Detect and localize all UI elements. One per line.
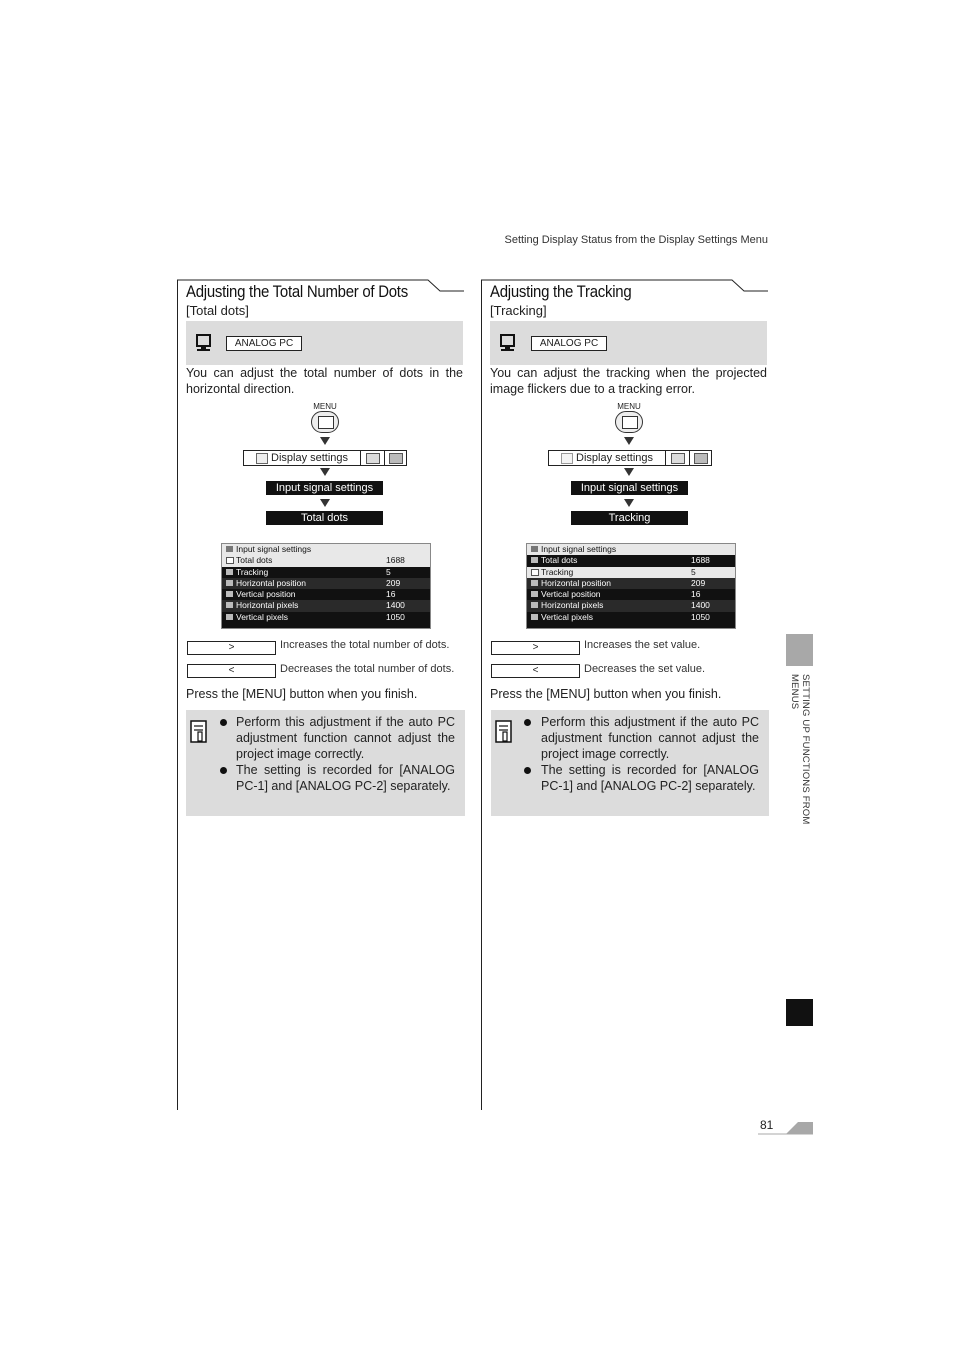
note-item: The setting is recorded for [ANALOG PC-1] and [ANALOG PC-2] separately.	[236, 763, 455, 793]
left-key-button: <	[187, 664, 276, 678]
left-key-description: Decreases the set value.	[584, 663, 706, 675]
page-number: 81	[760, 1118, 774, 1132]
osd-row: Vertical position 16	[527, 589, 735, 600]
right-key-description: Increases the set value.	[584, 639, 701, 651]
note-item: Perform this adjustment if the auto PC adjustment function cannot adjust the project image correctly.	[236, 715, 455, 761]
image-icon	[389, 453, 403, 464]
section-title: Adjusting the Total Number of Dots	[186, 282, 408, 301]
arrow-down-icon	[320, 468, 330, 476]
osd-row: Horizontal position 209	[222, 578, 430, 589]
bullet-icon	[220, 767, 227, 774]
display-settings-box: Display settings	[243, 450, 407, 466]
memo-icon	[495, 720, 513, 744]
right-column-rule	[481, 280, 482, 1110]
osd-title-row: Input signal settings	[527, 544, 735, 555]
black-tab-marker	[786, 999, 813, 1026]
arrow-down-icon	[624, 468, 634, 476]
menu-step-item: Total dots	[266, 511, 383, 525]
menu-button-icon	[615, 411, 643, 433]
osd-row: Tracking 5	[222, 567, 430, 578]
left-key-description: Decreases the total number of dots.	[280, 663, 455, 675]
menu-step-input-signal: Input signal settings	[571, 481, 688, 495]
grid-icon	[366, 453, 380, 464]
osd-row: Horizontal pixels 1400	[222, 600, 430, 611]
arrow-down-icon	[320, 499, 330, 507]
monitor-icon	[195, 334, 213, 353]
note-item: The setting is recorded for [ANALOG PC-1] and [ANALOG PC-2] separately.	[541, 763, 759, 793]
section-description: You can adjust the tracking when the projected image flickers due to a tracking error.	[490, 366, 767, 396]
monitor-icon	[499, 334, 517, 353]
osd-screen	[221, 543, 431, 629]
left-column-rule	[177, 280, 178, 1110]
page-number-tab	[758, 1121, 814, 1135]
osd-row: Vertical position 16	[222, 589, 430, 600]
right-key-description: Increases the total number of dots.	[280, 639, 450, 651]
osd-row: Total dots 1688	[527, 555, 735, 566]
arrow-down-icon	[320, 437, 330, 445]
osd-screen	[526, 543, 736, 629]
bullet-icon	[220, 719, 227, 726]
osd-title-row: Input signal settings	[222, 544, 430, 555]
finish-instruction: Press the [MENU] button when you finish.	[186, 687, 418, 701]
arrow-down-icon	[624, 499, 634, 507]
right-key-button: >	[187, 641, 276, 655]
image-icon	[694, 453, 708, 464]
memo-icon	[190, 720, 208, 744]
osd-row: Horizontal pixels 1400	[527, 600, 735, 611]
grid-icon	[671, 453, 685, 464]
section-title: Adjusting the Tracking	[490, 282, 632, 301]
osd-row: Vertical pixels 1050	[527, 612, 735, 623]
osd-row: Tracking 5	[527, 567, 735, 578]
running-header: Setting Display Status from the Display Settings Menu	[504, 234, 768, 246]
bullet-icon	[524, 767, 531, 774]
arrow-down-icon	[624, 437, 634, 445]
menu-step-item: Tracking	[571, 511, 688, 525]
analog-pc-badge: ANALOG PC	[531, 336, 607, 351]
osd-row: Total dots 1688	[222, 555, 430, 566]
right-key-button: >	[491, 641, 580, 655]
menu-step-input-signal: Input signal settings	[266, 481, 383, 495]
section-subtitle: [Total dots]	[186, 303, 249, 318]
menu-label: MENU	[313, 402, 337, 411]
chapter-label: SETTING UP FUNCTIONS FROM MENUS	[789, 674, 811, 825]
osd-row: Horizontal position 209	[527, 578, 735, 589]
bullet-icon	[524, 719, 531, 726]
menu-label: MENU	[617, 402, 641, 411]
analog-pc-badge: ANALOG PC	[226, 336, 302, 351]
section-subtitle: [Tracking]	[490, 303, 547, 318]
display-settings-box: Display settings	[548, 450, 712, 466]
finish-instruction: Press the [MENU] button when you finish.	[490, 687, 722, 701]
note-item: Perform this adjustment if the auto PC adjustment function cannot adjust the project image correctly.	[541, 715, 759, 761]
left-key-button: <	[491, 664, 580, 678]
section-description: You can adjust the total number of dots in the horizontal direction.	[186, 366, 463, 396]
display-settings-icon	[256, 453, 268, 464]
display-settings-icon	[561, 453, 573, 464]
chapter-tab	[786, 634, 813, 666]
menu-button-icon	[311, 411, 339, 433]
osd-row: Vertical pixels 1050	[222, 612, 430, 623]
